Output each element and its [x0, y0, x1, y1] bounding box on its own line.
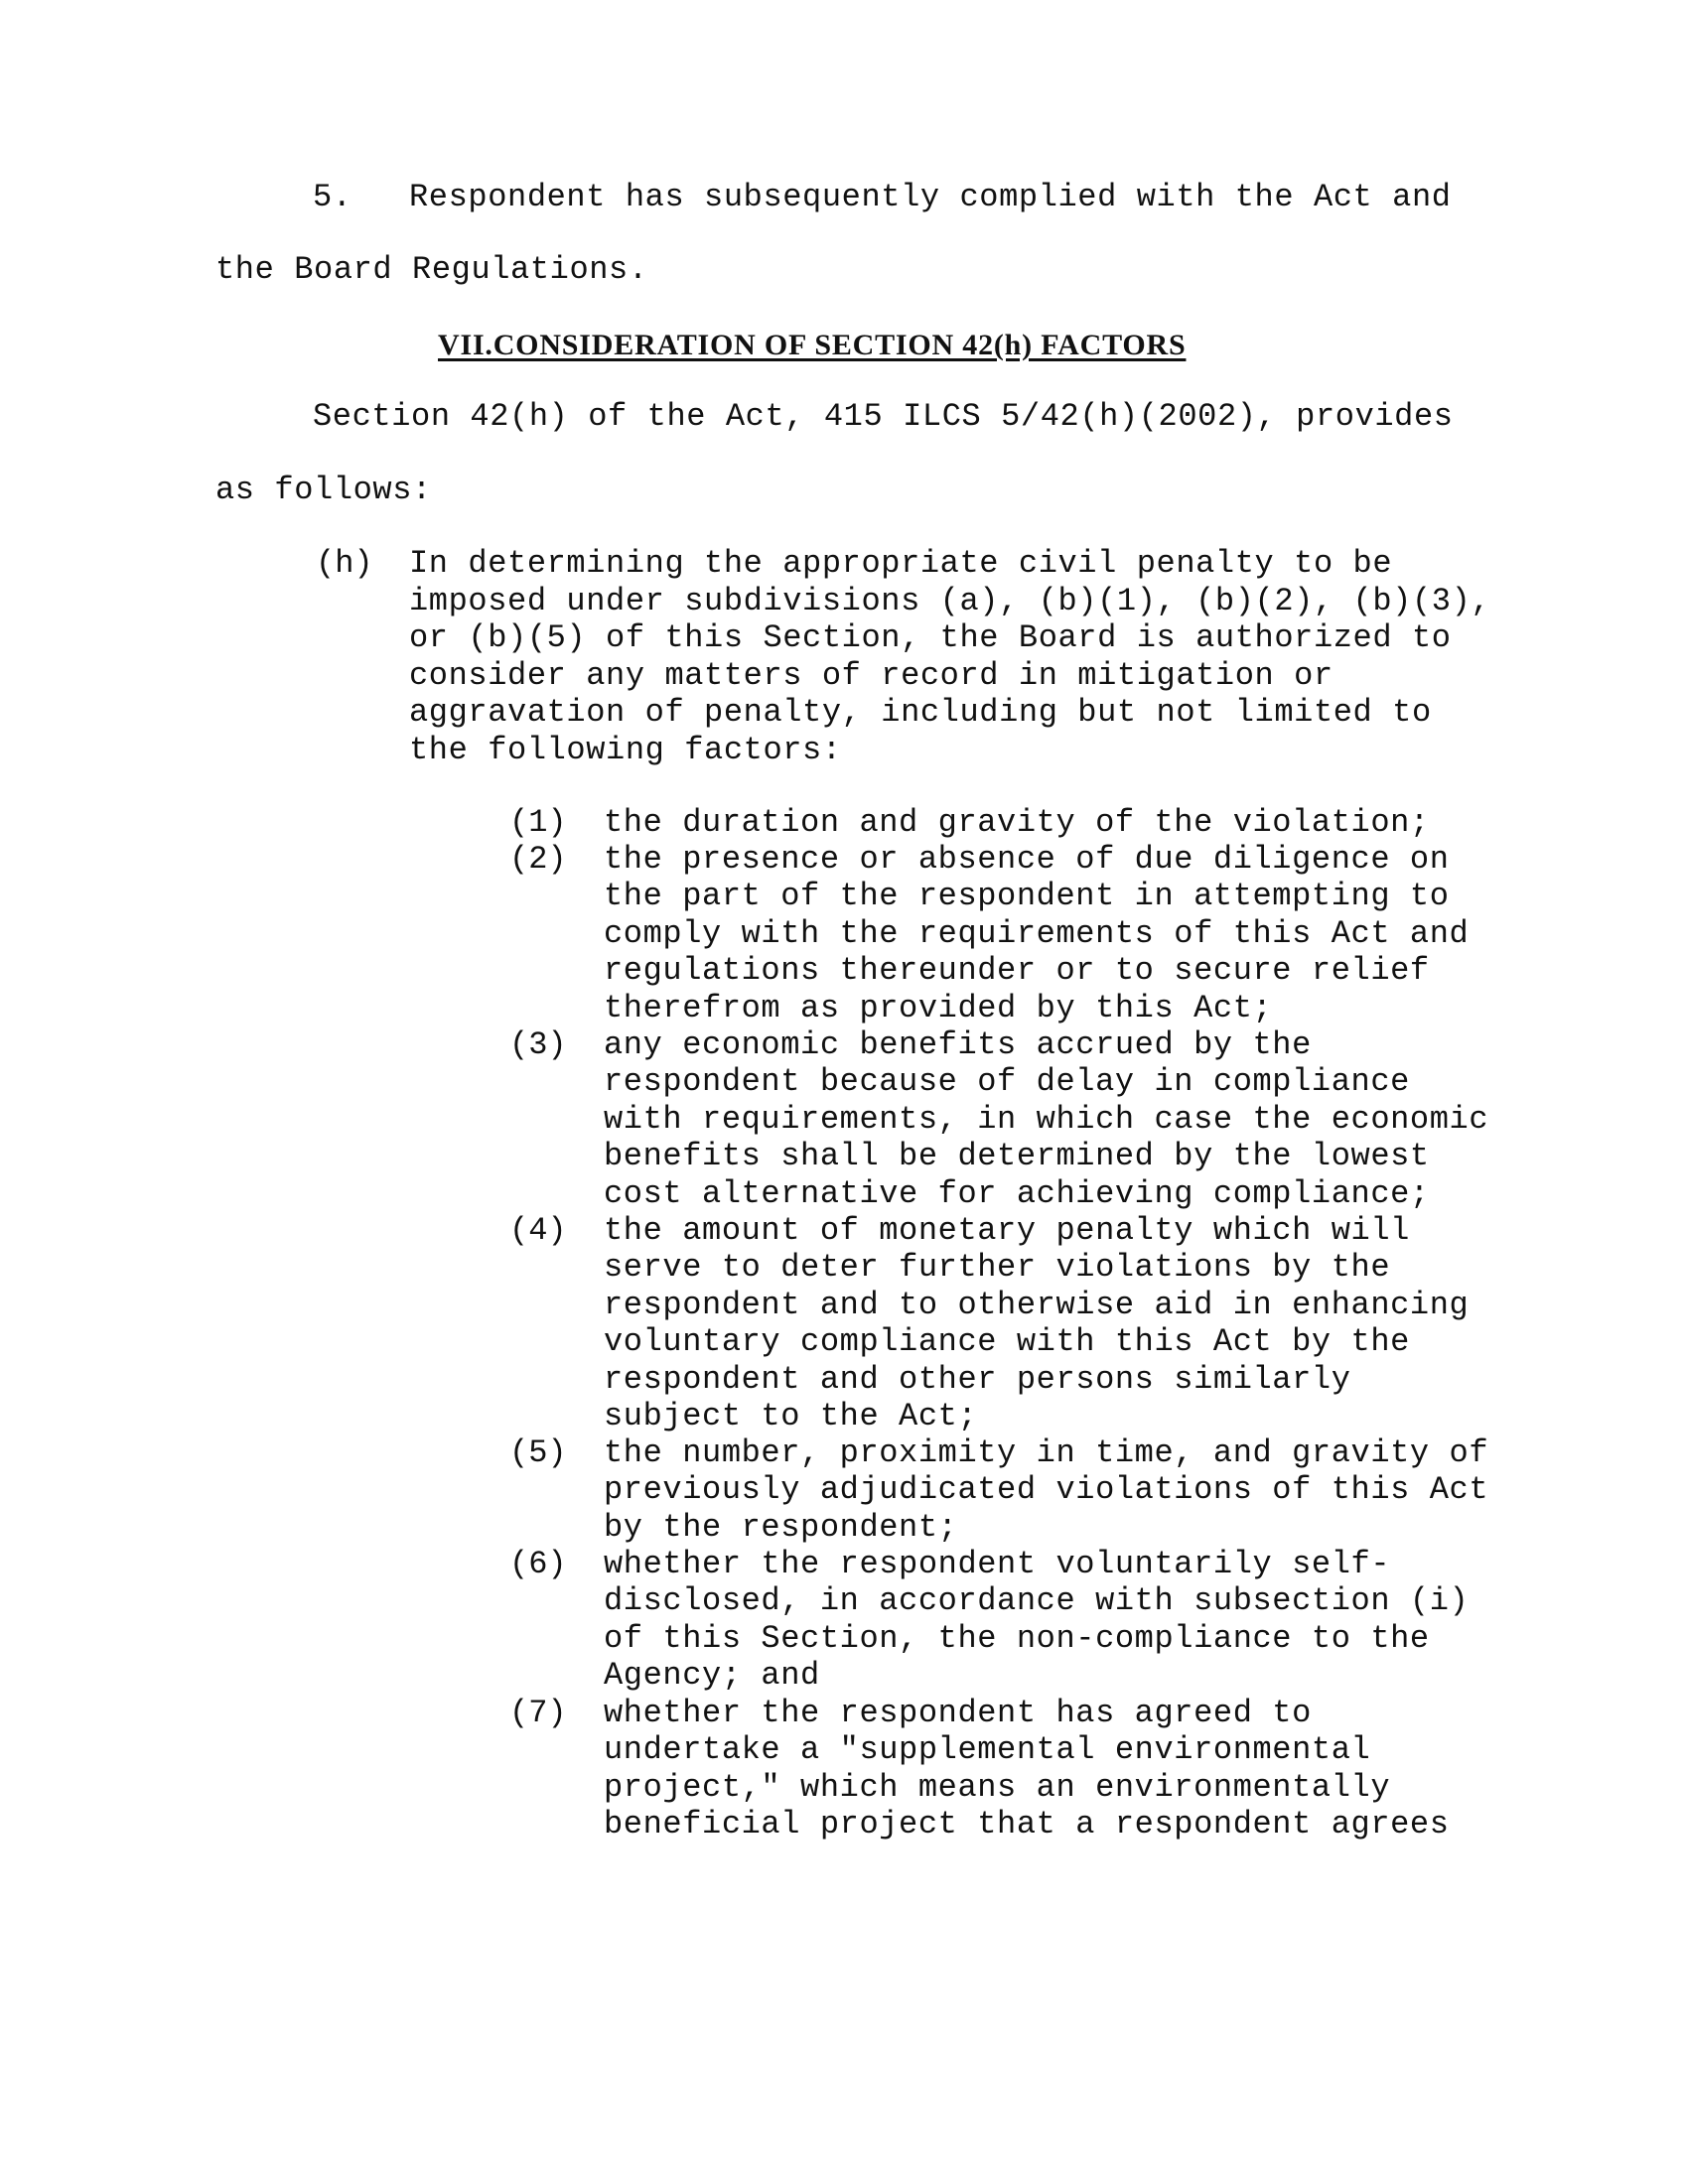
factor-2-text [604, 841, 1497, 1026]
quote-label: (h) [316, 545, 373, 582]
factor-line: serve to deter further violations by the [604, 1249, 1391, 1287]
factor-line: respondent and to otherwise aid in enhancing [604, 1286, 1470, 1323]
factor-line: regulations thereunder or to secure relief [604, 952, 1430, 990]
factor-3-text [604, 1026, 1497, 1212]
factor-6-text [604, 1546, 1497, 1695]
paragraph-5-line-1: Respondent has subsequently complied with the Act and [409, 179, 1452, 215]
factor-line: cost alternative for achieving compliance; [604, 1174, 1430, 1212]
factor-4-label: (4) [509, 1212, 567, 1249]
factor-line: respondent because of delay in compliance [604, 1063, 1410, 1101]
factor-line: subject to the Act; [604, 1398, 978, 1435]
factor-5-text [604, 1434, 1497, 1546]
quote-line: the following factors: [409, 731, 842, 768]
quote-line: consider any matters of record in mitigation or [409, 656, 1333, 694]
intro-line-1: Section 42(h) of the Act, 415 ILCS 5/42(h)(2002), provides [313, 398, 1454, 435]
factor-line: with requirements, in which case the economic [604, 1100, 1489, 1138]
factor-line: any economic benefits accrued by the [604, 1026, 1312, 1063]
quote-line: aggravation of penalty, including but not limited to [409, 694, 1432, 732]
factor-5-label: (5) [509, 1434, 567, 1471]
factor-line: undertake a "supplemental environmental [604, 1731, 1371, 1769]
factor-7-label: (7) [509, 1695, 567, 1731]
factor-line: whether the respondent voluntarily self- [604, 1546, 1391, 1582]
factor-line: benefits shall be determined by the lowest [604, 1138, 1430, 1175]
factor-6-label: (6) [509, 1546, 567, 1582]
factor-line: Agency; and [604, 1657, 820, 1695]
quote-line: In determining the appropriate civil penalty to be [409, 545, 1393, 582]
factor-1-label: (1) [509, 804, 567, 841]
quote-block [409, 545, 1501, 769]
quote-line: or (b)(5) of this Section, the Board is authorized to [409, 619, 1452, 657]
section-heading: VII.CONSIDERATION OF SECTION 42(h) FACTORS [438, 329, 1187, 361]
factor-line: therefrom as provided by this Act; [604, 989, 1273, 1026]
factor-line: respondent and other persons similarly [604, 1360, 1351, 1398]
factor-line: by the respondent; [604, 1508, 958, 1546]
factor-line: of this Section, the non-compliance to the [604, 1619, 1430, 1657]
factor-line: comply with the requirements of this Act and [604, 914, 1470, 952]
factor-4-text [604, 1212, 1497, 1434]
factor-line: beneficial project that a respondent agrees [604, 1806, 1450, 1843]
paragraph-5-line-2: the Board Regulations. [215, 251, 648, 288]
paragraph-5-number: 5. [313, 179, 352, 215]
intro-line-2: as follows: [215, 472, 432, 508]
factor-3-label: (3) [509, 1026, 567, 1063]
factor-line: the amount of monetary penalty which will [604, 1212, 1410, 1249]
factor-line: disclosed, in accordance with subsection (i) [604, 1582, 1470, 1620]
factor-line: voluntary compliance with this Act by the [604, 1323, 1410, 1361]
factor-1-text [604, 804, 1497, 841]
factor-line: the part of the respondent in attempting to [604, 878, 1450, 915]
factor-line: the duration and gravity of the violation; [604, 804, 1430, 841]
factor-line: previously adjudicated violations of this Act [604, 1471, 1489, 1509]
quote-line: imposed under subdivisions (a), (b)(1), (b)(2), (b)(3), [409, 582, 1491, 619]
factor-line: the number, proximity in time, and gravity of [604, 1434, 1489, 1471]
factor-7-text [604, 1695, 1497, 1843]
factor-line: whether the respondent has agreed to [604, 1695, 1312, 1731]
factor-line: the presence or absence of due diligence on [604, 841, 1450, 878]
factor-2-label: (2) [509, 841, 567, 878]
factor-line: project," which means an environmentally [604, 1768, 1391, 1806]
